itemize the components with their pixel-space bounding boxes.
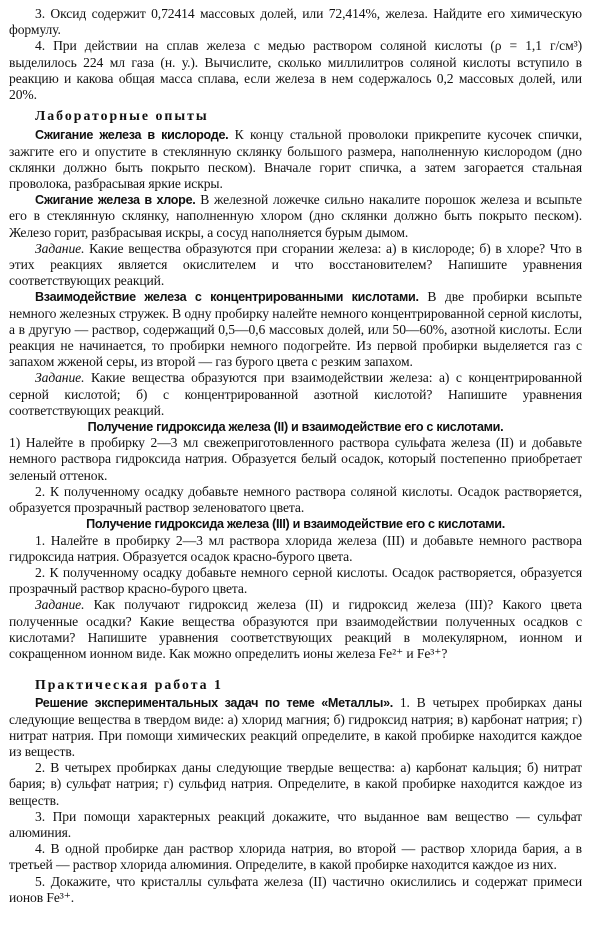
experiment-iron-oxygen (9, 127, 582, 192)
practical-text: 1. В четырех пробирках даны следующие вещества в твердом виде: а) хлорид магния; б) гидроксид натрия; в) карбонат натрия; г) нитрат натрия. При помощи химических реакций определите, в какой пробирке находится каждое из веществ. (9, 695, 582, 759)
practical-work-heading: Практическая работа 1 (35, 677, 223, 693)
experiment-step: 2. К полученному осадку добавьте немного серной кислоты. Осадок растворяется, образуется прозрачный раствор красно-бурого цвета. (9, 564, 582, 597)
practical-task: 4. В одной пробирке дан раствор хлорида натрия, во второй — раствор хлорида бария, а в третьей — раствор хлорида алюминия. Определите, в какой пробирке находится каждое из них. (9, 841, 582, 873)
experiment-text: К концу стальной проволоки прикрепите кусочек спички, зажгите его и опустите в стеклянную склянку большого размера, наполненную кислородом (дно склянки должно быть покрыто песком). Вначале горит спичка, а затем загорается стальная проволока, разбрасывая яркие искры. (9, 127, 582, 192)
practical-task: 2. В четырех пробирках даны следующие твердые вещества: а) карбонат кальция; б) нитрат бария; в) сульфат натрия; г) сульфид натрия. Определите, в какой пробирке находится каждое из веществ. (9, 760, 582, 808)
task-label: Задание. (35, 597, 85, 613)
task-label: Задание. (35, 240, 85, 256)
task-acids (9, 370, 582, 419)
practical-task-1 (9, 695, 582, 760)
experiment-iron-hydroxide-3-title: Получение гидроксида железа (III) и взаимодействие его с кислотами. (86, 517, 505, 532)
practical-task: 3. При помощи характерных реакций докажите, что выданное вам вещество — сульфат алюминия. (9, 808, 582, 840)
experiment-step: 1. Налейте в пробирку 2—3 мл раствора хлорида железа (III) и добавьте немного раствора гидроксида натрия. Образуется осадок красно-бурого цвета. (9, 532, 582, 564)
practical-task: 5. Докажите, что кристаллы сульфата железа (II) частично окислились и содержат примеси ионов Fe³⁺. (9, 873, 582, 905)
problem-3: 3. Оксид содержит 0,72414 массовых долей, или 72,414%, железа. Найдите его химическую формулу. (9, 6, 582, 38)
experiment-step: 1) Налейте в пробирку 2—3 мл свежеприготовленного раствора сульфата железа (II) и добавьте немного раствора гидроксида натрия. Образуется белый осадок, который постепенно приобретает зеленый оттенок. (9, 435, 582, 483)
experiment-iron-chlorine (9, 192, 582, 241)
task-hydroxides (9, 597, 582, 662)
experiment-title: Сжигание железа в хлоре. (35, 193, 196, 208)
problem-4: 4. При действии на сплав железа с медью раствором соляной кислоты (ρ = 1,1 г/см³) выделилось 224 мл газа (н. у.). Вычислите, сколько миллилитров соляной кислоты вступило в реакцию и какова общая масса сплава, если железа в нем содержалось 0,2 массовых долей, или 20%. (9, 38, 582, 103)
practical-title: Решение экспериментальных задач по теме «Металлы». (35, 696, 393, 711)
task-text: Какие вещества образуются при сгорании железа: а) в кислороде; б) в хлоре? Что в этих реакциях является окислителем и что восстановителем? Напишите уравнения соответствующих реакций. (9, 240, 582, 289)
task-text: Какие вещества образуются при взаимодействии железа: а) с концентрированной серной кислотой; б) с концентрированной азотной кислотой? Напишите уравнения соответствующих реакций. (9, 370, 582, 418)
lab-experiments-heading: Лабораторные опыты (35, 108, 209, 124)
task-text: Как получают гидроксид железа (II) и гидроксид железа (III)? Какого цвета полученные осадки? Какие вещества образуются при взаимодействии полученных осадков с кислотами? Напишите уравнения соответствующих реакций в молекулярном, ионном и сокращенном ионном виде. Как можно определить ионы железа Fe²⁺ и Fe³⁺? (9, 597, 582, 661)
experiment-step: 2. К полученному осадку добавьте немного раствора соляной кислоты. Осадок растворяется, образуется прозрачный раствор зеленоватого цвета. (9, 483, 582, 516)
task-label: Задание. (35, 370, 85, 386)
task-combustion (9, 241, 582, 290)
experiment-text: В две пробирки всыпьте немного железных стружек. В одну пробирку налейте немного концентрированной серной кислоты, а в другую — раствор, содержащий 0,5—0,6 массовых долей, или 50—60%, азотной кислоты. Если реакция не начинается, то пробирки немного подогрейте. Из первой пробирки выделяется газ с запахом жженой серы, из второй — газ бурого цвета с резким запахом. (9, 289, 582, 370)
experiment-text: В железной ложечке сильно накалите порошок железа и всыпьте его в стеклянную склянку, наполненную хлором (дно склянки должно быть покрыто песком). Железо горит, разбрасывая искры, а сосуд наполняется бурым дымом. (9, 192, 582, 240)
experiment-iron-acids (9, 289, 582, 370)
experiment-title: Сжигание железа в кислороде. (35, 128, 229, 143)
experiment-title: Взаимодействие железа с концентрированными кислотами. (35, 290, 419, 305)
experiment-iron-hydroxide-2-title: Получение гидроксида железа (II) и взаимодействие его с кислотами. (87, 420, 504, 435)
